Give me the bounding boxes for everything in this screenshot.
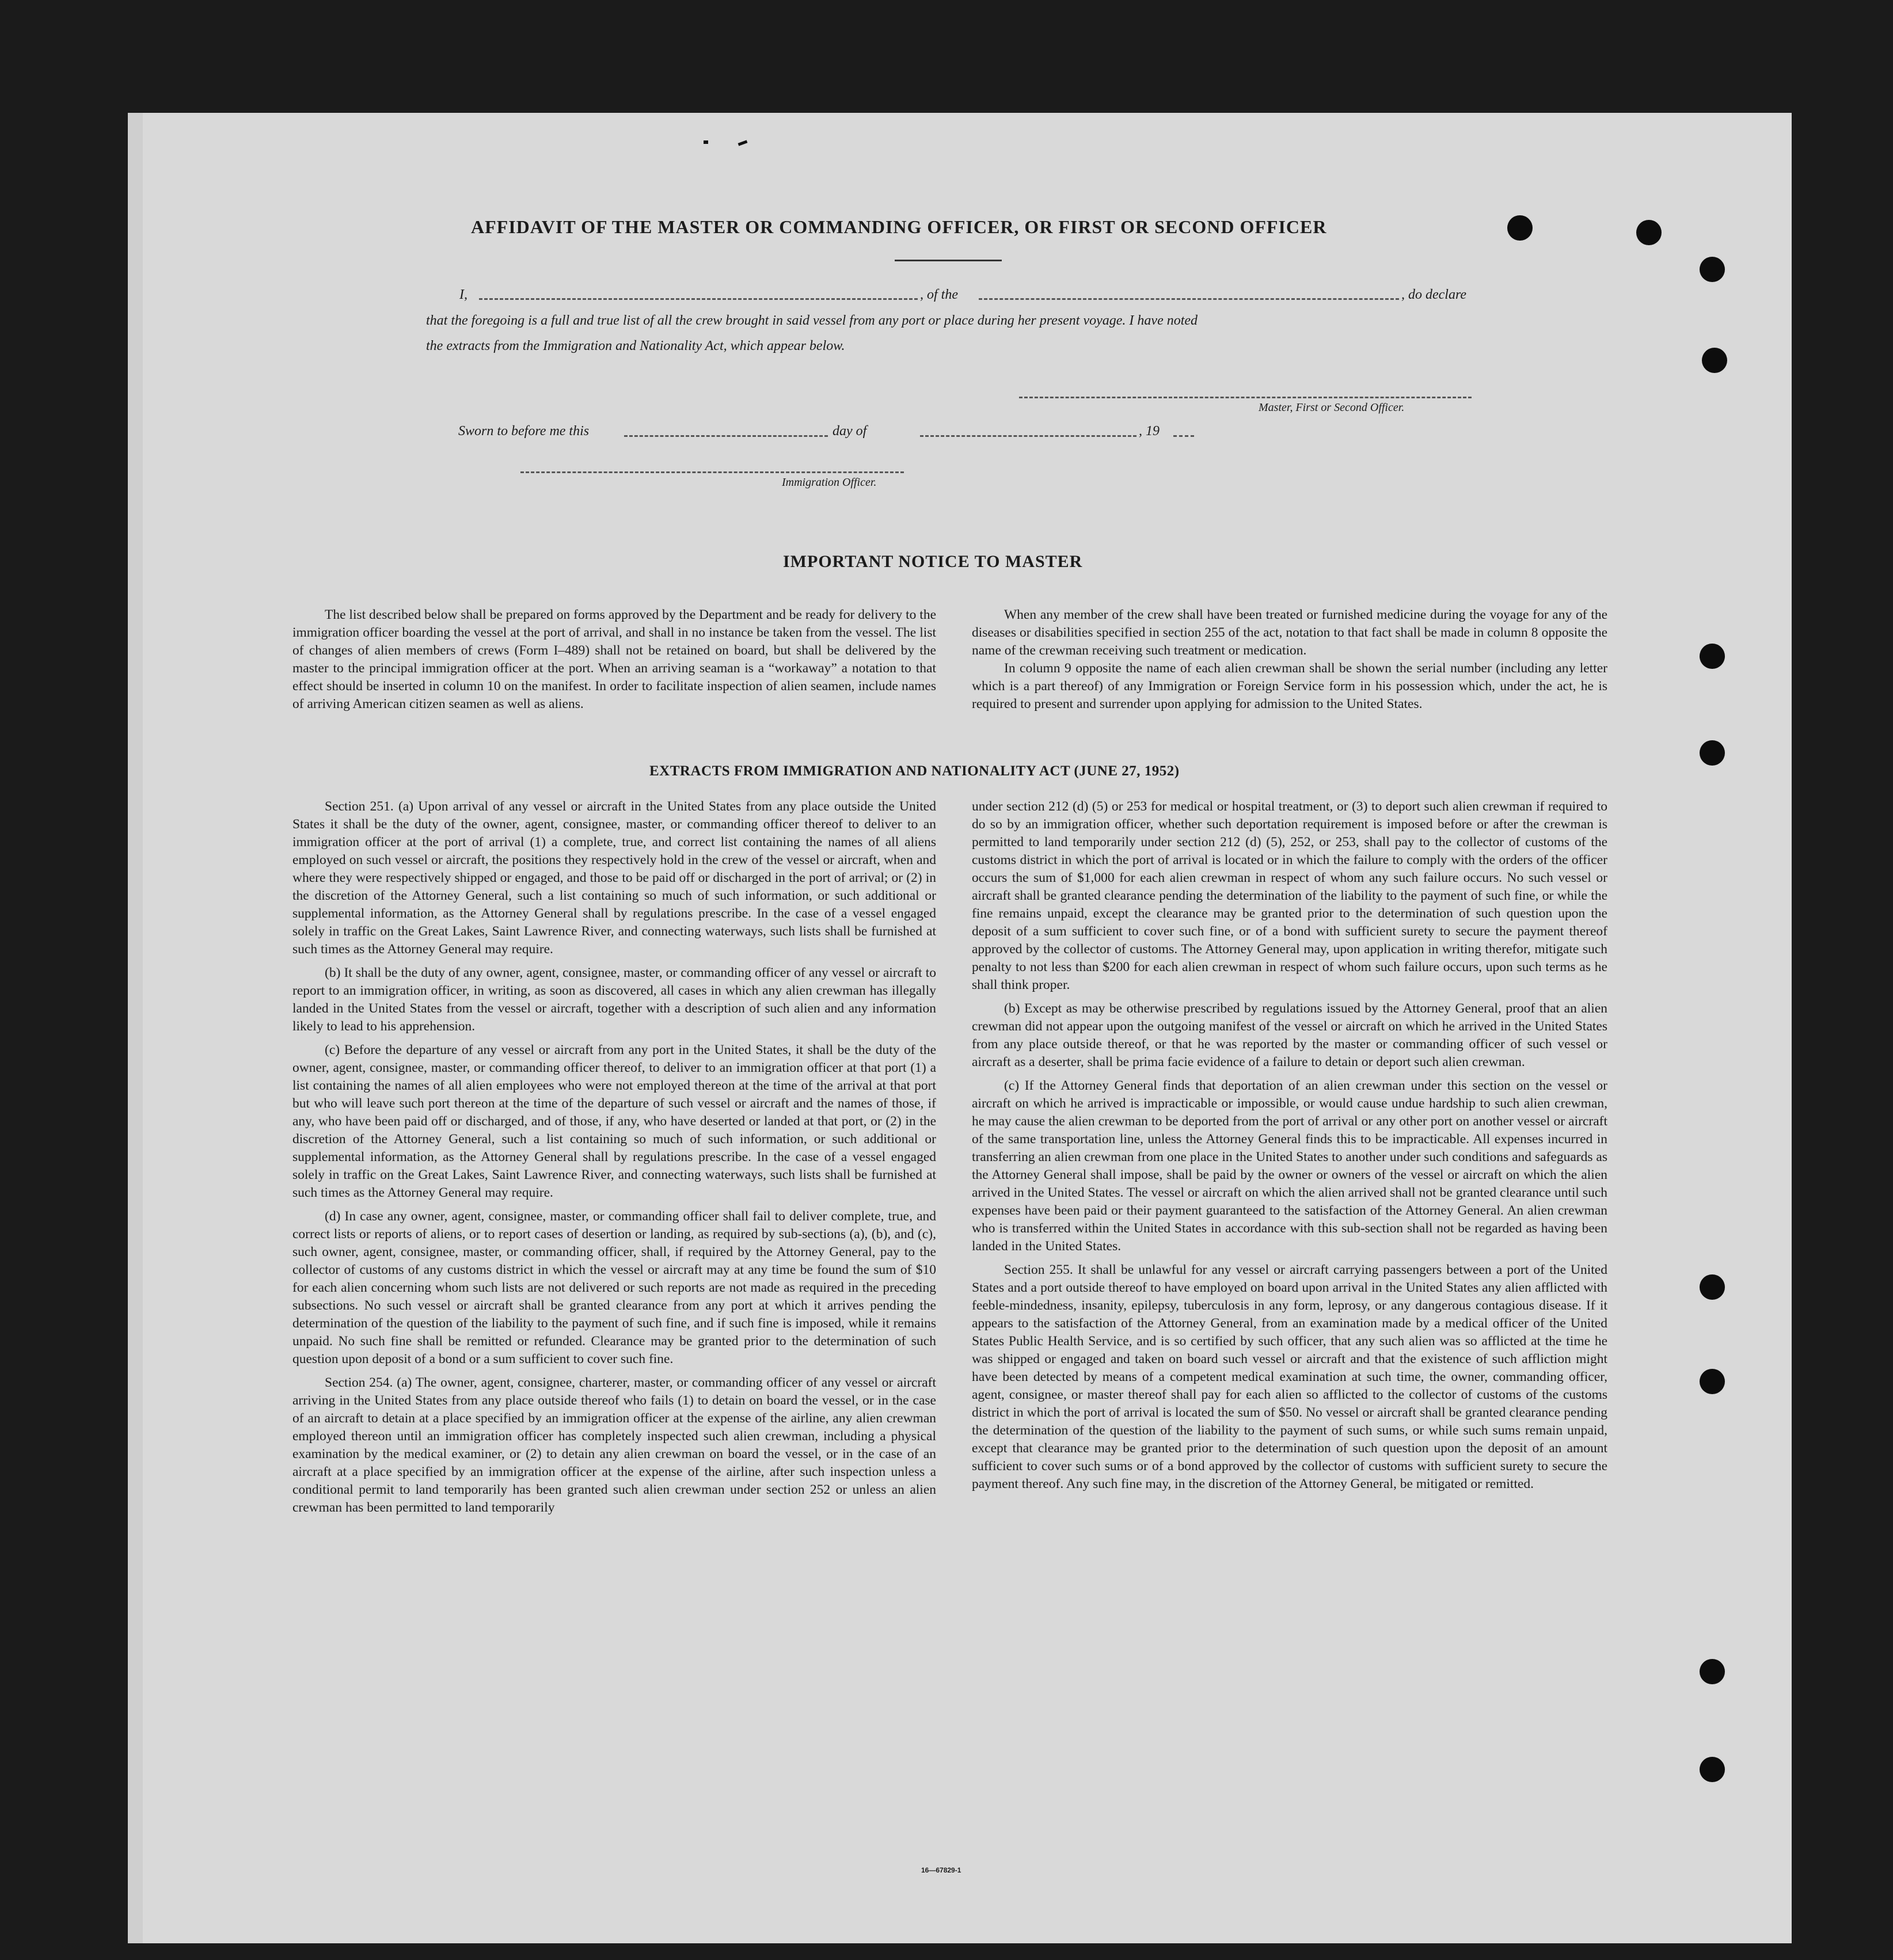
binder-hole [1700,257,1725,282]
notice-right-paragraph-2: In column 9 opposite the name of each alien crewman shall be shown the serial number (including any letter which is a part thereof) of any Immigration or Foreign Service form in his possession which, under the act, he is required to present and surrender upon applying for admission to the United States. [972,661,1607,711]
immigration-officer-blank [520,471,904,473]
page-edge [128,113,143,1943]
notice-right-column [972,606,1607,713]
binder-hole [1700,740,1725,766]
binder-hole [1700,1369,1725,1394]
immigration-officer-caption: Immigration Officer. [782,476,877,489]
master-signature-caption: Master, First or Second Officer. [1259,401,1405,414]
affidavit-line-3: the extracts from the Immigration and Nationality Act, which appear below. [426,338,845,353]
binder-hole [1636,220,1662,245]
section-254b: (b) Except as may be otherwise prescribed by regulations issued by the Attorney General, proof that an alien crewman did not appear upon the outgoing manifest of the vessel or aircraft on which he arrived in the United States from any place outside thereof, or that he was reported by the master or commanding officer of such vessel or aircraft as a deserter, shall be prima facie evidence of a failure to detain or deport such alien crewman. [972,1001,1607,1070]
section-251d: (d) In case any owner, agent, consignee, master, or commanding officer shall fail to deliver complete, true, and correct lists or reports of aliens, or to report cases of desertion or landing, as required by sub-sections (a), (b), and (c), such owner, agent, consignee, master, or commanding officer, shall, if required by the Attorney General, pay to the collector of customs of any customs district in which the vessel or aircraft may at any time be found the sum of $10 for each alien concerning whom such lists are not delivered or such reports are not made as required in the preceding subsections. No such vessel or aircraft shall be granted clearance from any port at which it arrives pending the determination of the question of the liability to the payment of such fine, and if such fine is imposed, while it remains unpaid. No such fine shall be remitted or refunded. Clearance may be granted prior to the determination of such question upon deposit of a bond or a sum sufficient to cover such fine. [292,1209,936,1367]
section-255: Section 255. It shall be unlawful for any vessel or aircraft carrying passengers between a port of the United States and a port outside thereof to have employed on board upon arrival in the United States any alien afflicted with feeble-mindedness, insanity, epilepsy, tuberculosis in any form, leprosy, or any dangerous contagious disease. If it appears to the satisfaction of the Attorney General, from an examination made by a medical officer of the United States Public Health Service, and is so certified by such officer, that any such alien was so afflicted at the time he was shipped or engaged and taken on board such vessel or aircraft and that the existence of such affliction might have been detected by means of a competent medical examination at such time, the owner, commanding officer, agent, consignee, or master thereof shall pay for each alien so afflicted to the collector of customs of the customs district in which the port of arrival is located the sum of $50. No vessel or aircraft shall be granted clearance pending the determination of the question of the liability to the payment of such sums, or while such sums remain unpaid, except that clearance may be granted prior to the determination of such question upon the deposit of an amount sufficient to cover such sums or of a bond approved by the collector of customs with sufficient surety to secure the payment thereof. Any such fine may, in the discretion of the Attorney General, be mitigated or remitted. [972,1262,1607,1491]
binder-hole [1700,1659,1725,1684]
binder-hole [1507,215,1533,241]
affidavit-i-label: I, [459,287,467,302]
year-label: , 19 [1139,424,1160,439]
ink-speck [704,140,708,144]
affidavit-do-declare-label: , do declare [1401,287,1467,302]
master-signature-blank [1019,397,1472,398]
section-254c: (c) If the Attorney General finds that deportation of an alien crewman under this section on the vessel or aircraft on which he arrived is impracticable or impossible, or would cause undue hardship to such alien crewman, he may cause the alien crewman to be deported from the port of arrival or any other port on another vessel or aircraft of the same transportation line, unless the Attorney General finds this to be impracticable. All expenses incurred in transferring an alien crewman from one place in the United States to another under such conditions and safeguards as the Attorney General shall impose, shall be paid by the owner or owners of the vessel or aircraft on which the alien arrived in the United States. The vessel or aircraft on which the alien arrived shall not be granted clearance until such expenses have been paid or their payment guaranteed to the satisfaction of the Attorney General. An alien crewman who is transferred within the United States in accordance with this sub-section shall not be regarded as having been landed in the United States. [972,1078,1607,1254]
binder-hole [1700,1274,1725,1300]
section-254a-continued: under section 212 (d) (5) or 253 for medical or hospital treatment, or (3) to deport such alien crewman if required to do so by an immigration officer, whether such deportation requirement is imposed before or after the crewman is permitted to land temporarily under section 212 (d) (5), 252, or 253, shall pay to the collector of customs of the customs district in which the port of arrival is located or in which the failure to comply with the orders of the officer occurs the sum of $1,000 for each alien crewman in respect of whom any such failure occurs. No such vessel or aircraft shall be granted clearance pending the determination of the liability to the payment of such fine, or while the fine remains unpaid, except the clearance may be granted prior to the determination of such question upon the deposit of a sum sufficient to cover such fine, or of a bond with sufficient surety to secure the payment thereof approved by the collector of customs. The Attorney General may, upon application in writing therefor, mitigate such penalty to not less than $200 for each alien crewman in respect of whom such failure occurs, upon such terms as he shall think proper. [972,799,1607,992]
month-blank [920,435,1136,437]
section-251b: (b) It shall be the duty of any owner, agent, consignee, master, or commanding officer of any vessel or aircraft to report to an immigration officer, in writing, as soon as discovered, all cases in which any alien crewman has illegally landed in the United States from the vessel or aircraft, together with a description of such alien and any information likely to lead to his apprehension. [292,965,936,1034]
binder-hole [1700,644,1725,669]
title-underline [895,260,1002,261]
name-blank [479,298,918,300]
section-251c: (c) Before the departure of any vessel or aircraft from any port in the United States, it shall be the duty of the owner, agent, consignee, master, or commanding officer thereof, to deliver to an immigration officer at that port (1) a list containing the names of all alien employees who were not employed thereon at the time of the arrival at that port but who will leave such port thereon at the time of the departure of such vessel or aircraft and the names of those, if any, who have been paid off or discharged, and of those, if any, who have deserted or landed at that port, or (2) in the discretion of the Attorney General, such a list containing so much of such information, or such additional or supplemental information, as the Attorney General shall by regulations prescribe. In the case of a vessel engaged solely in traffic on the Great Lakes, Saint Lawrence River, and connecting waterways, such lists shall be furnished at such times as the Attorney General may require. [292,1042,936,1200]
notice-left-column [292,606,936,713]
sworn-label: Sworn to before me this [458,424,590,439]
vessel-blank [979,298,1399,300]
ink-speck [738,140,748,146]
document-page [128,113,1792,1943]
year-blank [1173,435,1194,437]
notice-left-paragraph: The list described below shall be prepared on forms approved by the Department and be ready for delivery to the immigration officer boarding the vessel at the port of arrival, and shall in no instance be taken from the vessel. The list of changes of alien members of crews (Form I–489) shall not be retained on board, but shall be delivered by the master to the principal immigration officer at the port. When an arriving seaman is a “workaway” a notation to that effect should be inserted in column 10 on the manifest. In order to facilitate inspection of alien seamen, include names of arriving American citizen seamen as well as aliens. [292,607,936,711]
binder-hole [1700,1757,1725,1782]
notice-title: IMPORTANT NOTICE TO MASTER [783,552,1083,571]
form-number: 16—67829-1 [921,1866,961,1874]
affidavit-title: AFFIDAVIT OF THE MASTER OR COMMANDING OFFICER, OR FIRST OR SECOND OFFICER [471,216,1327,237]
section-254a: Section 254. (a) The owner, agent, consignee, charterer, master, or commanding officer of any vessel or aircraft arriving in the United States from any place outside thereof who fails (1) to detain on board the vessel, or in the case of an aircraft to detain at a place specified by an immigration officer at the expense of the airline, any alien crewman employed thereon until an immigration officer has completely inspected such alien crewman, including a physical examination by the medical examiner, or (2) to detain any alien crewman on board the vessel, or in the case of an aircraft at a place specified by an immigration officer at the expense of the airline, after such inspection unless a conditional permit to land temporarily has been granted such alien crewman under section 252 or unless an alien crewman has been permitted to land temporarily [292,1375,936,1515]
binder-hole [1702,348,1727,373]
affidavit-of-the-label: , of the [920,287,958,302]
notice-right-paragraph-1: When any member of the crew shall have been treated or furnished medicine during the voyage for any of the diseases or disabilities specified in section 255 of the act, notation to that fact shall be made in column 8 opposite the name of the crewman receiving such treatment or medication. [972,607,1607,658]
day-of-label: day of [833,424,867,439]
extracts-left-column [292,798,936,1517]
affidavit-line-2: that the foregoing is a full and true list of all the crew brought in said vessel from any port or place during her present voyage. I have noted [426,313,1198,328]
extracts-right-column [972,798,1607,1493]
section-251a: Section 251. (a) Upon arrival of any vessel or aircraft in the United States from any place outside the United States it shall be the duty of the owner, agent, consignee, master, or commanding officer thereof to deliver to an immigration officer at the port of arrival (1) a complete, true, and correct list containing the names of all aliens employed on such vessel or aircraft, the positions they respectively hold in the crew of the vessel or aircraft, when and where they were respectively shipped or engaged, and those to be paid off or discharged in the port of arrival; or (2) in the discretion of the Attorney General, such a list containing so much of such information, or such additional or supplemental information, as the Attorney General shall by regulations prescribe. In the case of a vessel engaged solely in traffic on the Great Lakes, Saint Lawrence River, and connecting waterways, such lists shall be furnished at such times as the Attorney General may require. [292,799,936,957]
extracts-title: EXTRACTS FROM IMMIGRATION AND NATIONALITY ACT (JUNE 27, 1952) [649,763,1180,779]
sworn-day-blank [624,435,828,437]
